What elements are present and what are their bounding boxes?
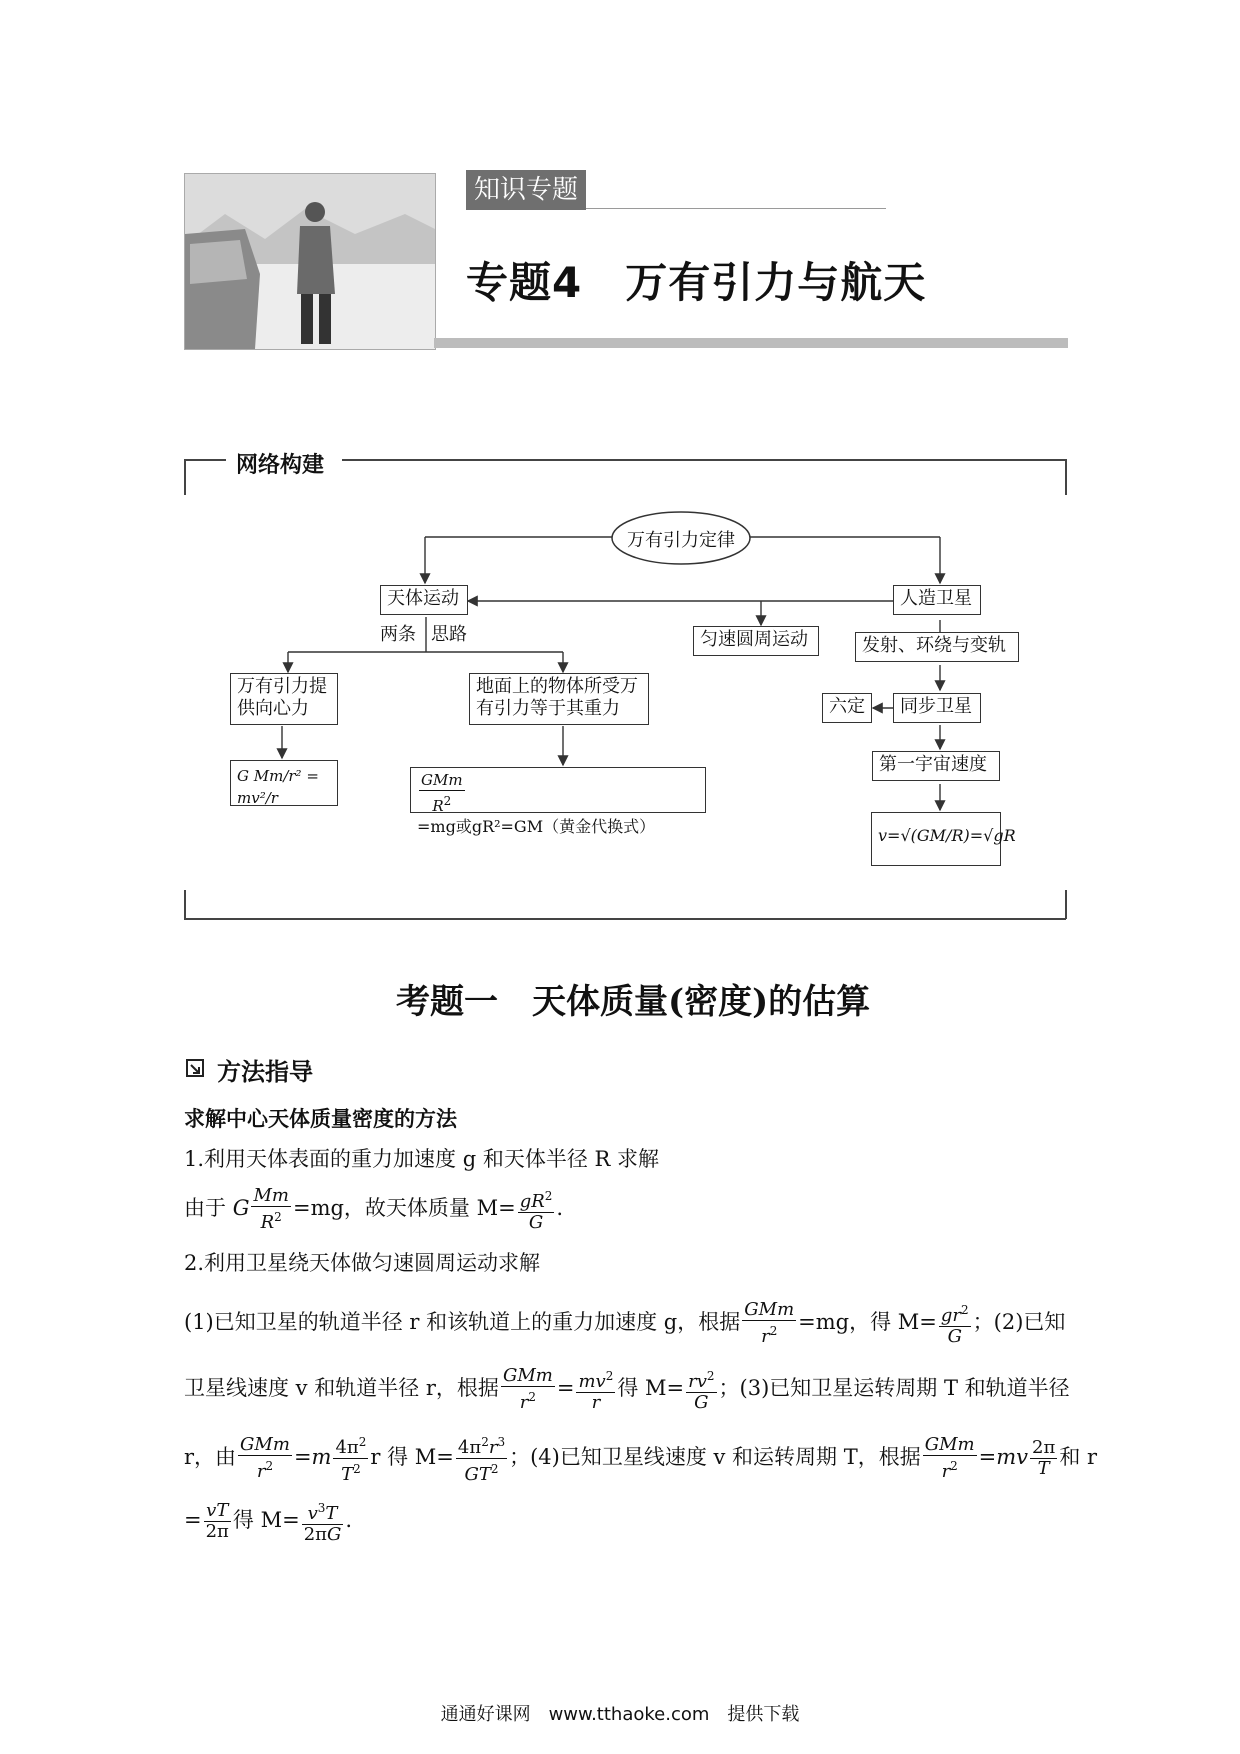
node-surface-gravity: 地面上的物体所受万有引力等于其重力	[469, 673, 649, 725]
p1-text-b: =mg，得 M=	[798, 1310, 937, 1334]
line-method-1: 1.利用天体表面的重力加速度 g 和天体半径 R 求解	[184, 1147, 659, 1171]
network-title: 网络构建	[236, 453, 325, 478]
node-launch-orbit: 发射、环绕与变轨	[855, 632, 1019, 662]
v-formula-text: v=√(GM/R)=√gR	[878, 826, 1016, 845]
node-gravity-provides-centripetal: 万有引力提供向心力	[230, 673, 338, 725]
gmm-over-r2: $\frac{\text{GMm}}{R^2}$	[421, 771, 463, 815]
p3-text-a: r，由	[184, 1445, 237, 1469]
frac-mm-r2: $\frac{Mm}{R^2}$	[253, 1185, 289, 1233]
p3-text-c: ；(4)已知卫星线速度 v 和运转周期 T，根据	[509, 1445, 921, 1469]
method-heading: 方法指导	[217, 1058, 313, 1086]
formula-golden-substitution	[410, 767, 706, 836]
frac-mv2-r: $\frac{mv^2}{r}$	[576, 1366, 615, 1413]
golden-suffix: =mg或gR²=GM（黄金代换式）	[417, 817, 656, 836]
frac-vt-2pi: $\frac{vT}{2\pi}$	[205, 1500, 229, 1542]
formula-first-cosmic-velocity	[871, 812, 1016, 866]
arrow-box-icon	[186, 1059, 204, 1077]
label-two-ideas-right: 思路	[431, 624, 467, 645]
text-since: 由于	[184, 1196, 233, 1220]
line-method-2: 2.利用卫星绕天体做匀速圆周运动求解	[184, 1251, 541, 1275]
frac-rv2-g: $\frac{rv^2}{G}$	[686, 1366, 716, 1413]
formula-text: G Mm/r² = mv²/r	[237, 767, 319, 807]
node-six-fixed: 六定	[822, 693, 872, 723]
paragraph-line-2: 卫星线速度 v 和轨道半径 r，根据 $\frac{\text{GMm}}{r^2}$ = $\frac{mv^2}{r}$ 得 M= $\frac{rv^2}{G}$ ；(3)已知卫星运转周期 T 和轨道半径	[184, 1365, 1070, 1413]
paragraph-line-4: = $\frac{vT}{2\pi}$ 得 M= $\frac{v^3T}{2\pi G}$ .	[184, 1500, 353, 1545]
section-title: 考题一 天体质量(密度)的估算	[396, 982, 871, 1022]
paragraph-line-1	[184, 1300, 1065, 1347]
frac-gmm-r2-2: $\frac{\text{GMm}}{r^2}$	[502, 1365, 553, 1413]
p2-text-b: 得 M=	[617, 1376, 685, 1400]
node-universal-gravitation: 万有引力定律	[627, 530, 735, 551]
footer-source: 通通好课网 www.tthaoke.com 提供下载	[440, 1704, 800, 1725]
p2-text-c: ；(3)已知卫星运转周期 T 和轨道半径	[718, 1376, 1070, 1400]
frac-gr2-over-g: $\frac{gr^2}{G}$	[939, 1300, 971, 1347]
topic-tag: 知识专题	[466, 170, 586, 210]
frac-4pi2r3-gt2: $\frac{4\pi^2r^3}{GT^2}$	[456, 1432, 507, 1485]
topic-title: 专题4 万有引力与航天	[466, 258, 927, 307]
p2-text-a: 卫星线速度 v 和轨道半径 r，根据	[184, 1376, 499, 1400]
frac-gmm-r2-4: $\frac{\text{GMm}}{r^2}$	[924, 1434, 975, 1482]
frac-gr2-g: $\frac{gR^2}{G}$	[518, 1186, 555, 1233]
frac-gmm-r2-3: $\frac{\text{GMm}}{r^2}$	[240, 1434, 290, 1482]
p3-text-b: r 得 M=	[370, 1445, 454, 1469]
node-synchronous-satellite: 同步卫星	[893, 693, 981, 723]
paragraph-line-3: r，由 $\frac{\text{GMm}}{r^2}$ =m $\frac{4\pi^2}{T^2}$ r 得 M= $\frac{4\pi^2r^3}{GT^2}$ ；(4)已知卫星线速度 v 和运转周期 T，根据 $\frac{\text{GMm}}{r^2}$ =mv $\frac{2\pi}{T}$ 和 r	[184, 1434, 1098, 1485]
frac-gmm-r2: $\frac{\text{GMm}}{r^2}$	[744, 1299, 795, 1347]
node-uniform-circular-motion: 匀速圆周运动	[693, 626, 819, 656]
p1-text-a: (1)已知卫星的轨道半径 r 和该轨道上的重力加速度 g，根据	[184, 1310, 741, 1334]
line-formula-1: 由于 G $\frac{Mm}{R^2}$ =mg，故天体质量 M= $\frac{gR^2}{G}$ .	[184, 1185, 564, 1233]
label-two-ideas-left: 两条	[380, 624, 416, 645]
node-first-cosmic-velocity: 第一宇宙速度	[872, 751, 1000, 781]
formula-gravity-centripetal	[230, 760, 338, 806]
line-method-title	[184, 1104, 457, 1134]
node-celestial-motion: 天体运动	[380, 585, 468, 615]
method-title-text: 求解中心天体质量密度的方法	[184, 1107, 457, 1131]
frac-4pi2-t2: $\frac{4\pi^2}{T^2}$	[333, 1432, 368, 1485]
p1-text-c: ；(2)已知	[972, 1310, 1066, 1334]
p4-text-a: 得 M=	[232, 1508, 300, 1532]
text-mass: =mg，故天体质量 M=	[292, 1196, 516, 1220]
node-artificial-satellite: 人造卫星	[893, 585, 981, 615]
frac-v3t-2pig: $\frac{v^3T}{2\pi G}$	[302, 1498, 344, 1545]
p3-text-d: 和 r	[1059, 1445, 1098, 1469]
frac-2pi-t: $\frac{2\pi}{T}$	[1032, 1437, 1056, 1479]
